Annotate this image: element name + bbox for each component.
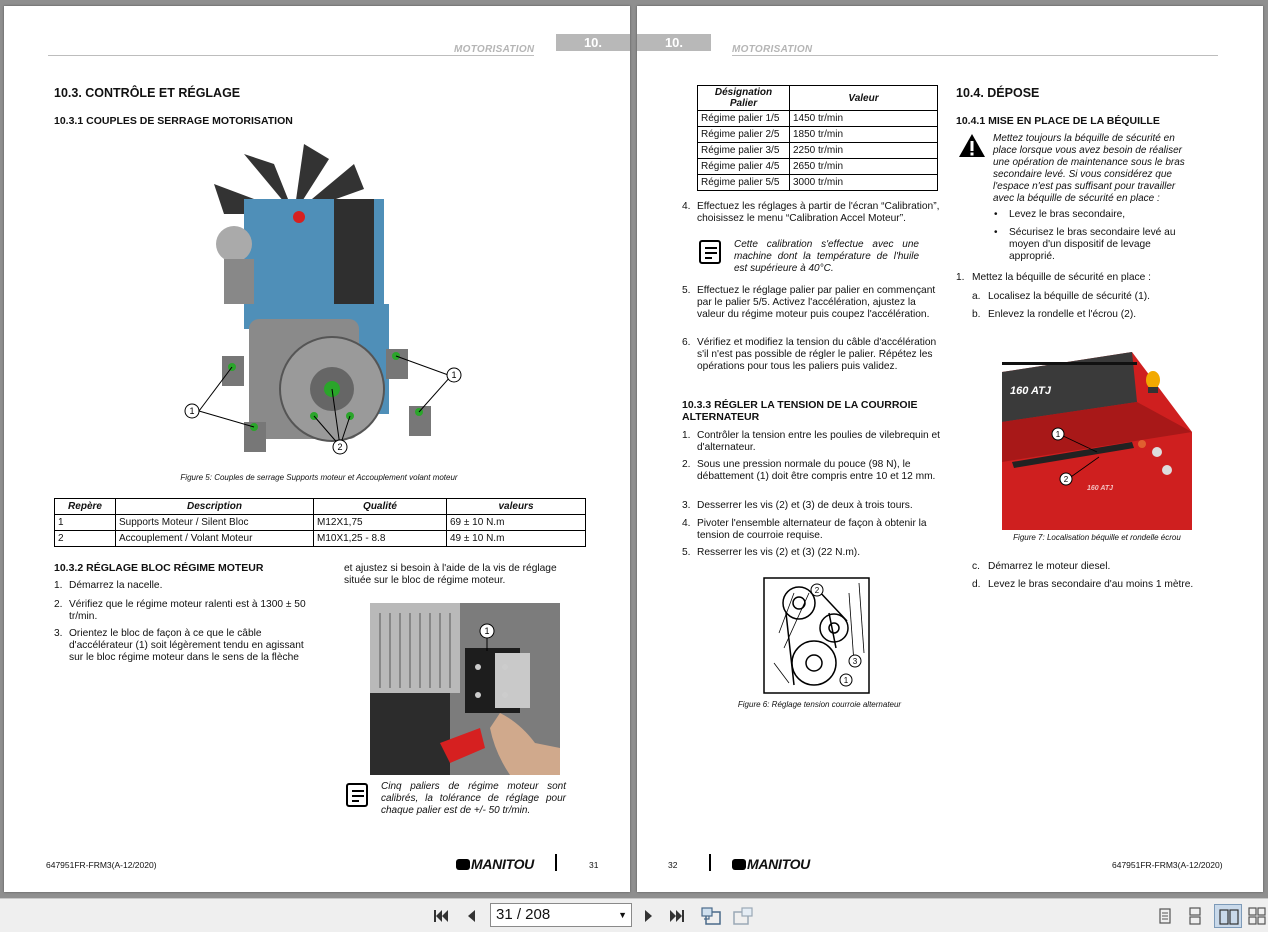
step-number: 5. bbox=[682, 547, 691, 558]
step-number: 4. bbox=[682, 518, 691, 529]
fig6-callout-3: 3 bbox=[852, 657, 858, 666]
warning-icon bbox=[958, 133, 986, 158]
page-number-input[interactable] bbox=[490, 903, 632, 927]
first-page-icon[interactable] bbox=[432, 907, 450, 925]
header-rule bbox=[732, 55, 1218, 56]
header-title: MOTORISATION bbox=[454, 44, 535, 55]
table-row bbox=[698, 159, 938, 175]
fig5-callout-2: 2 bbox=[337, 442, 343, 452]
page-number-value: 31 / 208 bbox=[496, 906, 551, 923]
fig7-model-label: 160 ATJ bbox=[1010, 385, 1051, 397]
step-text: Desserrer les vis (2) et (3) de deux à trois tours. bbox=[697, 500, 913, 511]
table-cell: Régime palier 4/5 bbox=[698, 159, 790, 175]
footer-divider bbox=[555, 854, 557, 871]
step-text: Mettez la béquille de sécurité en place : bbox=[972, 272, 1151, 283]
manitou-logo bbox=[456, 856, 534, 872]
step-number: 5. bbox=[682, 285, 691, 296]
header-rule bbox=[48, 55, 534, 56]
table-cell: 2250 tr/min bbox=[790, 143, 938, 159]
subsection-heading: 10.4.1 MISE EN PLACE DE LA BÉQUILLE bbox=[956, 115, 1160, 127]
table-row bbox=[55, 515, 586, 531]
section-heading: 10.4. DÉPOSE bbox=[956, 86, 1040, 100]
fig5-callout-1b: 1 bbox=[451, 370, 457, 380]
bullet-dot: • bbox=[994, 209, 998, 220]
step-text: Pivoter l'ensemble alternateur de façon à obtenir la tension de courroie requise. bbox=[697, 518, 927, 541]
substep-text: Enlevez la rondelle et l'écrou (2). bbox=[988, 309, 1137, 320]
page-31 bbox=[4, 6, 630, 892]
page-32 bbox=[637, 6, 1263, 892]
two-page-view-icon bbox=[1219, 908, 1239, 926]
footer-doc-code: 647951FR-FRM3(A-12/2020) bbox=[1112, 860, 1223, 870]
fig7-callout-2: 2 bbox=[1063, 475, 1069, 484]
fig7-model-label-2: 160 ATJ bbox=[1087, 485, 1114, 492]
previous-page-icon[interactable] bbox=[462, 907, 480, 925]
table-cell: Supports Moteur / Silent Bloc bbox=[116, 515, 314, 531]
col-header: Description bbox=[116, 499, 314, 515]
step-text: Resserrer les vis (2) et (3) (22 N.m). bbox=[697, 547, 861, 558]
header-chapter-number: 10. bbox=[637, 34, 711, 51]
manitou-logo-icon bbox=[732, 859, 746, 870]
fig7-callout-1: 1 bbox=[1055, 430, 1061, 439]
substep-letter: d. bbox=[972, 579, 981, 590]
table-row bbox=[698, 143, 938, 159]
substep-text: Levez le bras secondaire d'au moins 1 mètre. bbox=[988, 579, 1194, 590]
footer-doc-code: 647951FR-FRM3(A-12/2020) bbox=[46, 860, 157, 870]
note-text: Cette calibration s'effectue avec une machine dont la température de l'huile est supérieure à 40°C. bbox=[734, 239, 919, 274]
note-text: Cinq paliers de régime moteur sont calibrés, la tolérance de réglage pour chaque palier est de +/- 50 tr/min. bbox=[381, 781, 566, 816]
table-cell: 49 ± 10 N.m bbox=[447, 531, 586, 547]
substep-text: Localisez la béquille de sécurité (1). bbox=[988, 291, 1150, 302]
manitou-logo bbox=[732, 856, 810, 872]
footer-divider bbox=[709, 854, 711, 871]
step-text: Vérifiez et modifiez la tension du câble d'accélération s'il n'est pas possible de régler le palier. Répétez les opérations pour tous les paliers puis validez. bbox=[697, 337, 937, 372]
engine-figure bbox=[154, 144, 474, 469]
step-number: 1. bbox=[54, 580, 63, 591]
viewer-toolbar bbox=[0, 898, 1268, 932]
header-title: MOTORISATION bbox=[732, 44, 813, 55]
header-chapter-number: 10. bbox=[556, 34, 630, 51]
note-icon bbox=[346, 783, 368, 807]
step-text: Démarrez la nacelle. bbox=[69, 580, 163, 591]
fig6-callout-1: 1 bbox=[843, 676, 849, 685]
footer-page-number: 31 bbox=[589, 860, 599, 870]
step-number: 4. bbox=[682, 201, 691, 212]
substep-letter: c. bbox=[972, 561, 980, 572]
table-cell: 1 bbox=[55, 515, 116, 531]
continuous-view-icon[interactable] bbox=[1186, 907, 1204, 925]
step-number: 6. bbox=[682, 337, 691, 348]
step-text: Effectuez le réglage palier par palier en commençant par le palier 5/5. Activez l'accélération, ajustez la valeur du régime moteur puis coupez l'accélération. bbox=[697, 285, 936, 320]
chevron-down-icon[interactable]: ▼ bbox=[618, 910, 627, 920]
table-cell: Régime palier 1/5 bbox=[698, 111, 790, 127]
step-number: 1. bbox=[682, 430, 691, 441]
step-text: Orientez le bloc de façon à ce que le câble d'accélérateur (1) soit légèrement tendu en agissant sur le bloc régime moteur dans le sens de la flèche bbox=[69, 628, 304, 663]
table-cell: Régime palier 3/5 bbox=[698, 143, 790, 159]
col-header: Désignation Palier bbox=[698, 86, 790, 111]
table-row bbox=[698, 175, 938, 191]
step-continuation: et ajustez si besoin à l'aide de la vis de réglage située sur le bloc de régime moteur. bbox=[344, 563, 557, 586]
step-text: Contrôler la tension entre les poulies de vilebrequin et d'alternateur. bbox=[697, 430, 940, 453]
last-page-icon[interactable] bbox=[668, 907, 686, 925]
palier-table bbox=[697, 85, 938, 191]
manitou-logo-icon bbox=[456, 859, 470, 870]
step-text: Vérifiez que le régime moteur ralenti est à 1300 ± 50 tr/min. bbox=[69, 599, 306, 622]
subsection-heading: 10.3.3 RÉGLER LA TENSION DE LA COURROIE ALTERNATEUR bbox=[682, 399, 918, 423]
step-number: 2. bbox=[682, 459, 691, 470]
table-cell: 3000 tr/min bbox=[790, 175, 938, 191]
table-row bbox=[55, 531, 586, 547]
belt-figure bbox=[759, 573, 877, 698]
step-number: 2. bbox=[54, 599, 63, 610]
single-page-view-icon[interactable] bbox=[1156, 907, 1174, 925]
section-heading: 10.3. CONTRÔLE ET RÉGLAGE bbox=[54, 86, 241, 100]
figure-6-caption: Figure 6: Réglage tension courroie alternateur bbox=[737, 700, 902, 709]
table-cell: 2 bbox=[55, 531, 116, 547]
table-cell: Régime palier 2/5 bbox=[698, 127, 790, 143]
two-page-continuous-view-icon[interactable] bbox=[1248, 907, 1266, 925]
step-number: 3. bbox=[54, 628, 63, 639]
col-header: Repère bbox=[55, 499, 116, 515]
step-number: 1. bbox=[956, 272, 965, 283]
substep-letter: b. bbox=[972, 309, 981, 320]
step-text: Sous une pression normale du pouce (98 N), le débattement (1) doit être compris entre 10 et 12 mm. bbox=[697, 459, 936, 482]
substep-text: Démarrez le moteur diesel. bbox=[988, 561, 1111, 572]
col-header: valeurs bbox=[447, 499, 586, 515]
bullet-dot: • bbox=[994, 227, 998, 238]
table-cell: 1850 tr/min bbox=[790, 127, 938, 143]
photo-callout-1: 1 bbox=[484, 626, 490, 636]
fig6-callout-2: 2 bbox=[814, 586, 820, 595]
throttle-block-photo bbox=[370, 603, 560, 775]
table-cell: Accouplement / Volant Moteur bbox=[116, 531, 314, 547]
subsection-heading: 10.3.2 RÉGLAGE BLOC RÉGIME MOTEUR bbox=[54, 562, 264, 574]
figure-5-caption: Figure 5: Couples de serrage Supports moteur et Accouplement volant moteur bbox=[180, 473, 458, 482]
fig5-callout-1a: 1 bbox=[189, 406, 195, 416]
col-header: Qualité bbox=[314, 499, 447, 515]
two-page-view-button[interactable] bbox=[1214, 904, 1242, 928]
next-page-icon[interactable] bbox=[640, 907, 658, 925]
table-cell: Régime palier 5/5 bbox=[698, 175, 790, 191]
table-cell: 1450 tr/min bbox=[790, 111, 938, 127]
go-forward-view-icon[interactable] bbox=[732, 907, 754, 925]
table-cell: M12X1,75 bbox=[314, 515, 447, 531]
step-number: 3. bbox=[682, 500, 691, 511]
substep-letter: a. bbox=[972, 291, 981, 302]
warning-bullet: Sécurisez le bras secondaire levé au moyen d'un dispositif de levage approprié. bbox=[1009, 227, 1176, 262]
warning-bullet: Levez le bras secondaire, bbox=[1009, 209, 1126, 220]
logo-text: MANITOU bbox=[471, 856, 534, 872]
torque-table bbox=[54, 498, 586, 547]
figure-7-caption: Figure 7: Localisation béquille et rondelle écrou bbox=[1013, 533, 1181, 542]
logo-text: MANITOU bbox=[747, 856, 810, 872]
table-row bbox=[698, 111, 938, 127]
warning-text: Mettez toujours la béquille de sécurité en place lorsque vous avez besoin de réaliser une opération de maintenance sous le bras secondaire levé. Si vous considérez que l'espace n'est pas suffisant pour travailler avec la béquille de sécurité en place : bbox=[993, 133, 1185, 204]
step-text: Effectuez les réglages à partir de l'écran “Calibration”, choisissez le menu “Calibration Accel Moteur”. bbox=[697, 201, 940, 224]
go-back-view-icon[interactable] bbox=[700, 907, 722, 925]
table-cell: M10X1,25 - 8.8 bbox=[314, 531, 447, 547]
subsection-heading: 10.3.1 COUPLES DE SERRAGE MOTORISATION bbox=[54, 115, 293, 127]
footer-page-number: 32 bbox=[668, 860, 678, 870]
safety-prop-figure bbox=[1002, 352, 1192, 530]
table-cell: 2650 tr/min bbox=[790, 159, 938, 175]
note-icon bbox=[699, 240, 721, 264]
table-row bbox=[698, 127, 938, 143]
col-header: Valeur bbox=[790, 86, 938, 111]
table-cell: 69 ± 10 N.m bbox=[447, 515, 586, 531]
